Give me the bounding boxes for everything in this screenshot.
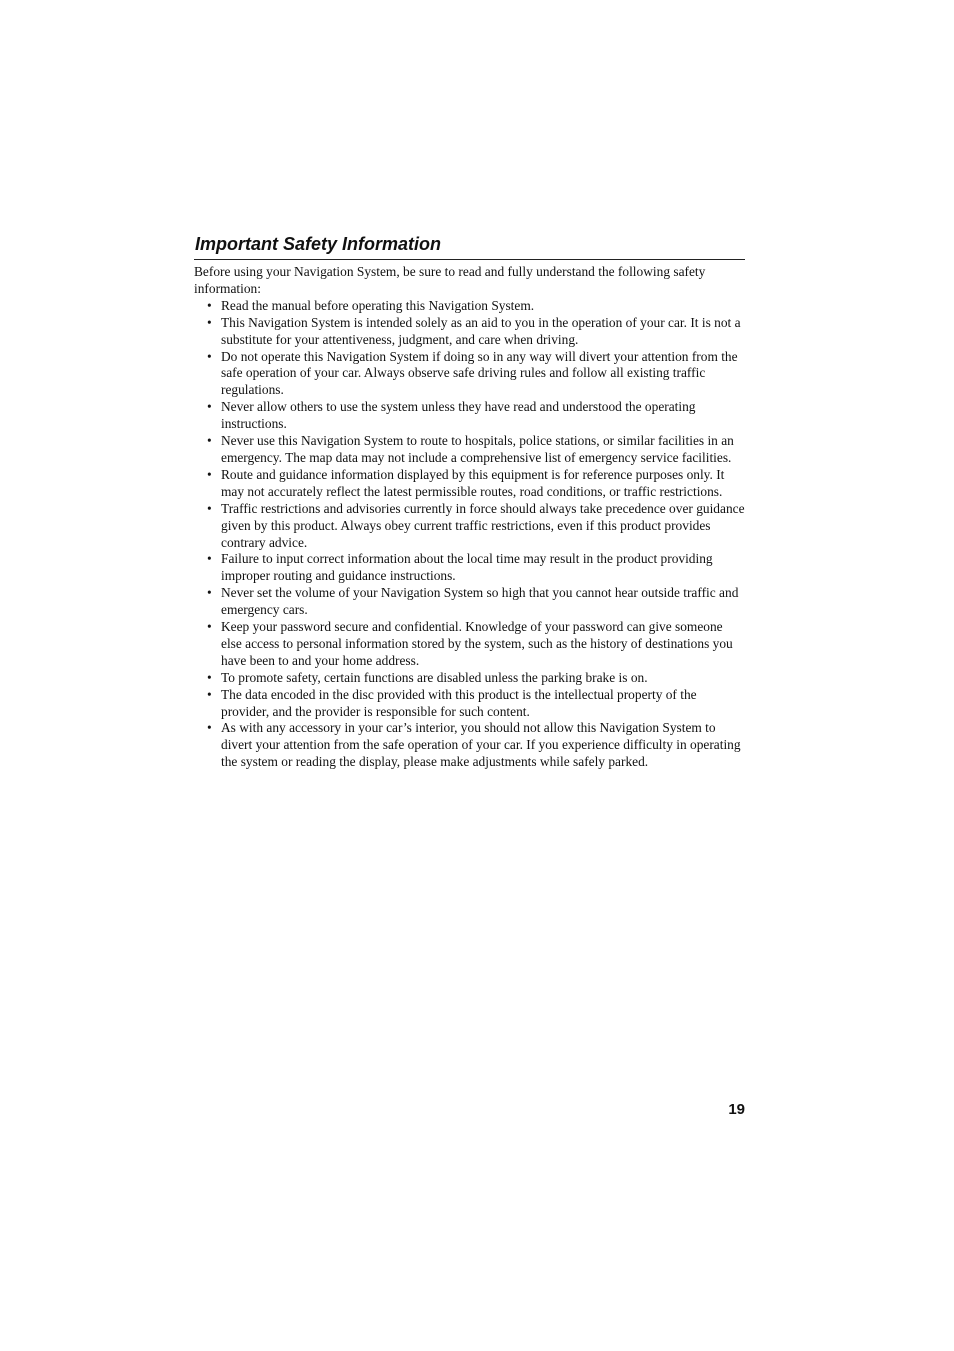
page-number: 19 xyxy=(728,1101,745,1118)
bullet-icon: • xyxy=(207,297,212,313)
list-item xyxy=(194,433,745,467)
safety-section xyxy=(194,232,745,771)
list-item-text: Read the manual before operating this Navigation System. xyxy=(221,297,535,313)
bullet-icon: • xyxy=(207,669,212,685)
list-item-text: To promote safety, certain functions are disabled unless the parking brake is on. xyxy=(221,669,648,685)
list-item-text: As with any accessory in your car’s interior, you should not allow this Navigation System to divert your attention from the safe operation of your car. If you experience difficulty in operating the system or reading the display, please make adjustments while safely parked. xyxy=(221,720,741,770)
bullet-icon: • xyxy=(207,619,212,635)
bullet-icon: • xyxy=(207,551,212,567)
list-item-text: Do not operate this Navigation System if doing so in any way will divert your attention from the safe operation of your car. Always observe safe driving rules and follow all existing traffic regulations. xyxy=(221,348,738,398)
list-item xyxy=(194,551,745,585)
list-item xyxy=(194,315,745,349)
list-item-text: Never allow others to use the system unless they have read and understood the operating instructions. xyxy=(221,399,696,432)
bullet-icon: • xyxy=(207,686,212,702)
list-item-text: Never use this Navigation System to route to hospitals, police stations, or similar facilities in an emergency. The map data may not include a comprehensive list of emergency service facilities. xyxy=(221,433,734,465)
list-item-text: Traffic restrictions and advisories currently in force should always take precedence over guidance given by this product. Always obey current traffic restrictions, even if this product provides contrary advice. xyxy=(221,500,745,550)
bullet-icon: • xyxy=(207,720,212,736)
list-item xyxy=(194,349,745,400)
list-item xyxy=(194,467,745,501)
list-item xyxy=(194,399,745,433)
intro-paragraph: Before using your Navigation System, be sure to read and fully understand the following safety information: xyxy=(194,264,706,296)
list-item xyxy=(194,619,745,670)
list-item xyxy=(194,687,745,721)
section-heading: Important Safety Information xyxy=(194,232,745,260)
list-item-text: Keep your password secure and confidential. Knowledge of your password can give someone else access to personal information stored by the system, such as the history of destinations you have been to and your home address. xyxy=(221,619,733,668)
list-item xyxy=(194,501,745,552)
bullet-icon: • xyxy=(207,433,212,449)
list-item xyxy=(194,670,745,687)
safety-list xyxy=(194,298,745,771)
list-item-text: The data encoded in the disc provided with this product is the intellectual property of the provider, and the provider is responsible for such content. xyxy=(221,686,697,719)
bullet-icon: • xyxy=(207,348,212,364)
bullet-icon: • xyxy=(207,399,212,415)
bullet-icon: • xyxy=(207,500,212,516)
list-item-text: This Navigation System is intended solely as an aid to you in the operation of your car. It is not a substitute for your attentiveness, judgment, and care when driving. xyxy=(221,314,741,347)
list-item xyxy=(194,720,745,771)
list-item-text: Never set the volume of your Navigation System so high that you cannot hear outside traffic and emergency cars. xyxy=(221,585,739,618)
list-item xyxy=(194,585,745,619)
bullet-icon: • xyxy=(207,314,212,330)
bullet-icon: • xyxy=(207,466,212,482)
list-item-text: Route and guidance information displayed by this equipment is for reference purposes only. It may not accurately reflect the latest permissible routes, road conditions, or traffic restrictions. xyxy=(221,466,725,499)
list-item xyxy=(194,298,745,315)
list-item-text: Failure to input correct information about the local time may result in the product providing improper routing and guidance instructions. xyxy=(221,551,713,584)
bullet-icon: • xyxy=(207,585,212,601)
